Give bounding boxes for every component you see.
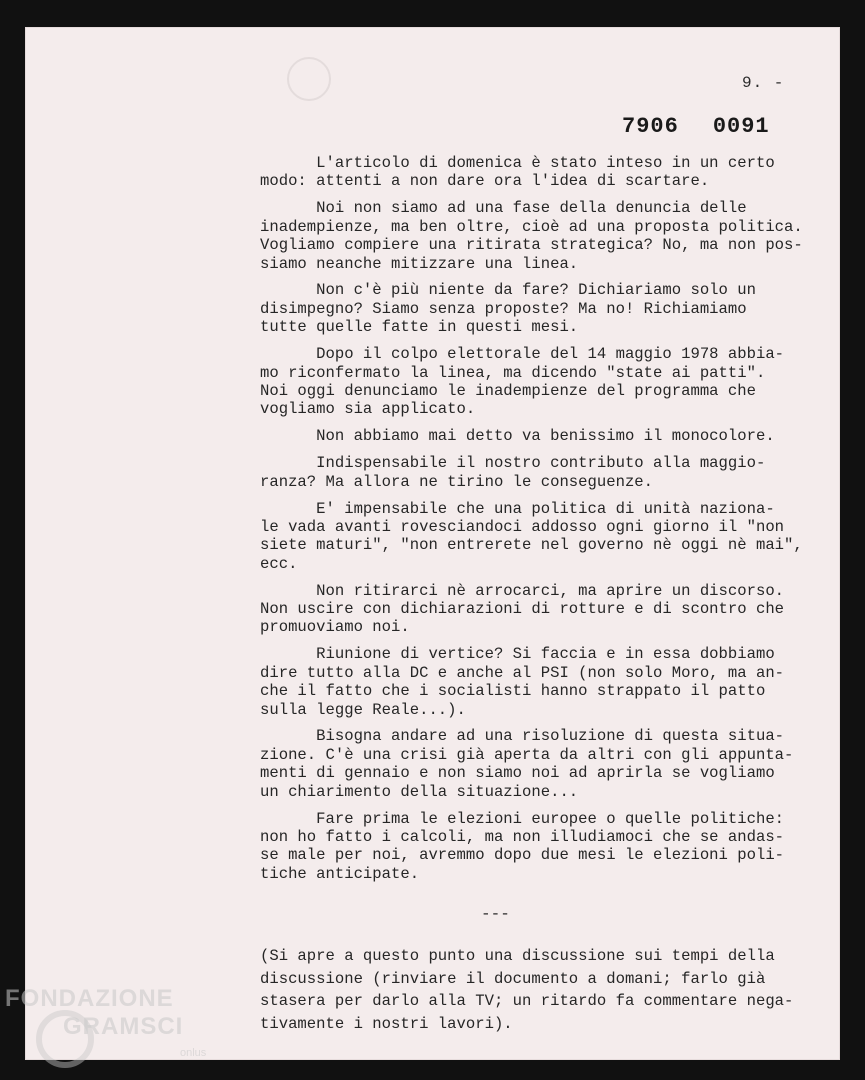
section-divider: ---	[481, 905, 510, 923]
watermark-line2: GRAMSCI	[63, 1013, 184, 1040]
discussion-note: (Si apre a questo punto una discussione sui tempi della discussione (rinviare il documento a domani; farlo già stasera per darlo alla TV; un ritardo fa commentare nega- tivamente i nostri lavori).	[260, 947, 794, 1033]
page-number: 9. -	[742, 74, 785, 92]
document-body	[260, 154, 820, 892]
paragraph: Non ritirarci nè arrocarci, ma aprire un discorso. Non uscire con dichiarazioni di rotture e di scontro che promuoviamo noi.	[260, 581, 785, 637]
archive-code	[622, 114, 770, 139]
paragraph: Non c'è più niente da fare? Dichiariamo solo un disimpegno? Siamo senza proposte? Ma no! Richiamiamo tutte quelle fatte in questi mesi.	[260, 281, 756, 337]
archive-code-part1: 7906	[622, 114, 679, 139]
faint-stamp-mark	[287, 57, 331, 101]
paragraph: Riunione di vertice? Si faccia e in essa dobbiamo dire tutto alla DC e anche al PSI (non solo Moro, ma an- che il fatto che i socialisti hanno strappato il patto sulla legge Reale...).	[260, 645, 785, 719]
archive-code-part2: 0091	[712, 114, 770, 139]
paragraph: Indispensabile il nostro contributo alla maggio- ranza? Ma allora ne tirino le conseguenze.	[260, 454, 766, 491]
paragraph: L'articolo di domenica è stato inteso in un certo modo: attenti a non dare ora l'idea di scartare.	[260, 154, 775, 191]
watermark-line3: onlus	[180, 1047, 207, 1059]
watermark-line1: FONDAZIONE	[5, 985, 174, 1012]
paragraph: Non abbiamo mai detto va benissimo il monocolore.	[260, 427, 775, 446]
paragraph: Fare prima le elezioni europee o quelle politiche: non ho fatto i calcoli, ma non illudiamoci che se andas- se male per noi, avremmo dopo due mesi le elezioni poli- tiche anticipate.	[260, 809, 785, 883]
paragraph: Dopo il colpo elettorale del 14 maggio 1978 abbia- mo riconfermato la linea, ma dicendo "state ai patti". Noi oggi denunciamo le inadempienze del programma che vogliamo sia applicato.	[260, 345, 785, 419]
paragraph: Bisogna andare ad una risoluzione di questa situa- zione. C'è una crisi già aperta da altri con gli appunta- menti di gennaio e non siamo noi ad aprirla se vogliamo un chiarimento della situazione...	[260, 727, 794, 801]
fondazione-gramsci-watermark	[5, 985, 225, 1075]
paragraph: Noi non siamo ad una fase della denuncia delle inadempienze, ma ben oltre, cioè ad una proposta politica. Vogliamo compiere una ritirata strategica? No, ma non pos- siamo neanche mitizzare una linea.	[260, 199, 803, 273]
paragraph: E' impensabile che una politica di unità naziona- le vada avanti rovesciandoci addosso ogni giorno il "non siete maturi", "non entrerete nel governo nè oggi nè mai", ecc.	[260, 499, 803, 573]
